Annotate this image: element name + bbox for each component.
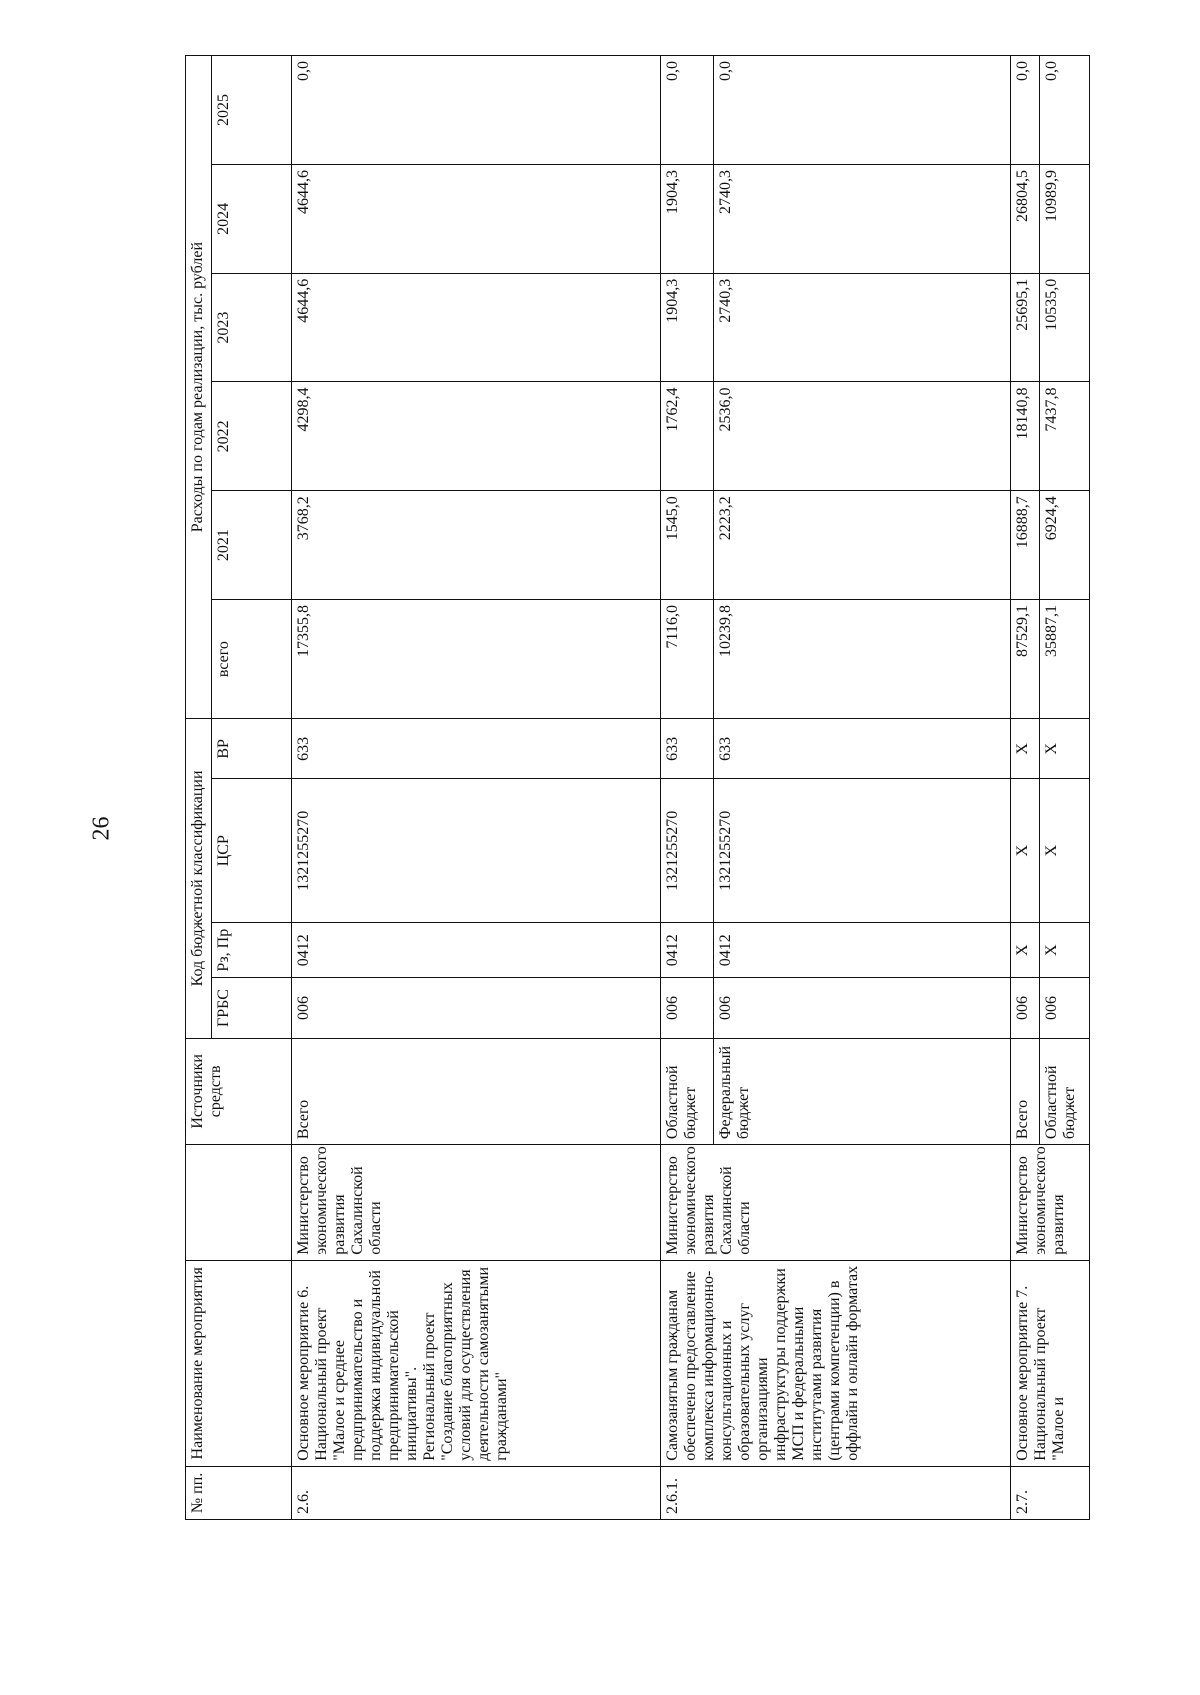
header-expenses-group: Расходы по годам реализации, тыс. рублей: [186, 56, 212, 719]
header-2025: 2025: [212, 56, 292, 165]
header-vr: ВР: [212, 719, 292, 779]
cell-2021: 3768,2: [292, 491, 661, 600]
cell-csr: 1321255270: [660, 779, 713, 922]
cell-2023: 25695,1: [1011, 273, 1040, 382]
cell-name: Основное мероприятие 6. Национальный проект "Малое и среднее предпринимательство и поддержка индивидуальной предпринимательской инициативы". Региональный проект "Создание благоприятных условий для осуществления деятельности самозанятыми гражданами": [292, 1260, 661, 1466]
rotated-table-wrapper: [185, 55, 1090, 1520]
cell-rzpr: 0412: [660, 922, 713, 978]
cell-2022: 7437,8: [1040, 382, 1090, 491]
cell-2022: 4298,4: [292, 382, 661, 491]
cell-source: Всего: [292, 1038, 661, 1144]
cell-2022: 2536,0: [714, 382, 1011, 491]
cell-2024: 2740,3: [714, 164, 1011, 273]
cell-source: Всего: [1011, 1038, 1040, 1144]
cell-2022: 18140,8: [1011, 382, 1040, 491]
cell-csr: 1321255270: [714, 779, 1011, 922]
cell-csr: Х: [1040, 779, 1090, 922]
cell-vr: Х: [1011, 719, 1040, 779]
cell-rzpr: Х: [1040, 922, 1090, 978]
cell-grbs: 006: [1040, 978, 1090, 1038]
cell-name: Самозанятым гражданам обеспечено предоставление комплекса информационно-консультационных и образовательных услуг организациями инфраструктуры поддержки МСП и федеральными институтами развития (центрами компетенции) в оффлайн и онлайн форматах: [660, 1260, 1010, 1466]
header-rzpr: Рз, Пр: [212, 922, 292, 978]
cell-rzpr: Х: [1011, 922, 1040, 978]
cell-executor: Министерство экономического развития: [1011, 1145, 1090, 1261]
header-name: Наименование мероприятия: [186, 1260, 292, 1466]
cell-grbs: 006: [660, 978, 713, 1038]
cell-executor: Министерство экономического развития Сахалинской области: [292, 1145, 661, 1261]
cell-num: 2.6.1.: [660, 1466, 1010, 1519]
cell-rzpr: 0412: [714, 922, 1011, 978]
cell-2023: 10535,0: [1040, 273, 1090, 382]
cell-grbs: 006: [1011, 978, 1040, 1038]
cell-vr: 633: [292, 719, 661, 779]
header-num: № пп.: [186, 1466, 292, 1519]
cell-2025: 0,0: [1011, 56, 1040, 165]
cell-2023: 2740,3: [714, 273, 1011, 382]
cell-total: 10239,8: [714, 600, 1011, 719]
header-executor: [186, 1145, 292, 1261]
cell-2024: 1904,3: [660, 164, 713, 273]
cell-source: Областной бюджет: [1040, 1038, 1090, 1144]
cell-2021: 2223,2: [714, 491, 1011, 600]
header-grbs: ГРБС: [212, 978, 292, 1038]
header-csr: ЦСР: [212, 779, 292, 922]
header-total: всего: [212, 600, 292, 719]
cell-2024: 10989,9: [1040, 164, 1090, 273]
cell-2023: 1904,3: [660, 273, 713, 382]
cell-num: 2.7.: [1011, 1466, 1090, 1519]
cell-source: Федеральный бюджет: [714, 1038, 1011, 1144]
cell-2024: 4644,6: [292, 164, 661, 273]
cell-2024: 26804,5: [1011, 164, 1040, 273]
cell-source: Областной бюджет: [660, 1038, 713, 1144]
page-number: 26: [88, 816, 115, 841]
header-2021: 2021: [212, 491, 292, 600]
header-2023: 2023: [212, 273, 292, 382]
cell-2025: 0,0: [292, 56, 661, 165]
cell-total: 35887,1: [1040, 600, 1090, 719]
cell-csr: Х: [1011, 779, 1040, 922]
header-2022: 2022: [212, 382, 292, 491]
cell-vr: 633: [660, 719, 713, 779]
header-code-group: Код бюджетной классификации: [186, 719, 212, 1038]
cell-total: 17355,8: [292, 600, 661, 719]
cell-2025: 0,0: [660, 56, 713, 165]
cell-grbs: 006: [292, 978, 661, 1038]
budget-table: [185, 55, 1090, 1520]
cell-vr: 633: [714, 719, 1011, 779]
header-2024: 2024: [212, 164, 292, 273]
cell-total: 87529,1: [1011, 600, 1040, 719]
cell-num: 2.6.: [292, 1466, 661, 1519]
cell-executor: Министерство экономического развития Сахалинской области: [660, 1145, 1010, 1261]
table-row: [1011, 56, 1040, 1520]
cell-grbs: 006: [714, 978, 1011, 1038]
table-row: [292, 56, 661, 1520]
cell-2023: 4644,6: [292, 273, 661, 382]
cell-name: Основное мероприятие 7. Национальный проект "Малое и: [1011, 1260, 1090, 1466]
cell-2025: 0,0: [714, 56, 1011, 165]
cell-rzpr: 0412: [292, 922, 661, 978]
header-source: Источники средств: [186, 1038, 292, 1144]
cell-2021: 1545,0: [660, 491, 713, 600]
cell-2021: 16888,7: [1011, 491, 1040, 600]
cell-2021: 6924,4: [1040, 491, 1090, 600]
table-row: [660, 56, 713, 1520]
cell-2022: 1762,4: [660, 382, 713, 491]
cell-vr: Х: [1040, 719, 1090, 779]
cell-2025: 0,0: [1040, 56, 1090, 165]
cell-csr: 1321255270: [292, 779, 661, 922]
cell-total: 7116,0: [660, 600, 713, 719]
